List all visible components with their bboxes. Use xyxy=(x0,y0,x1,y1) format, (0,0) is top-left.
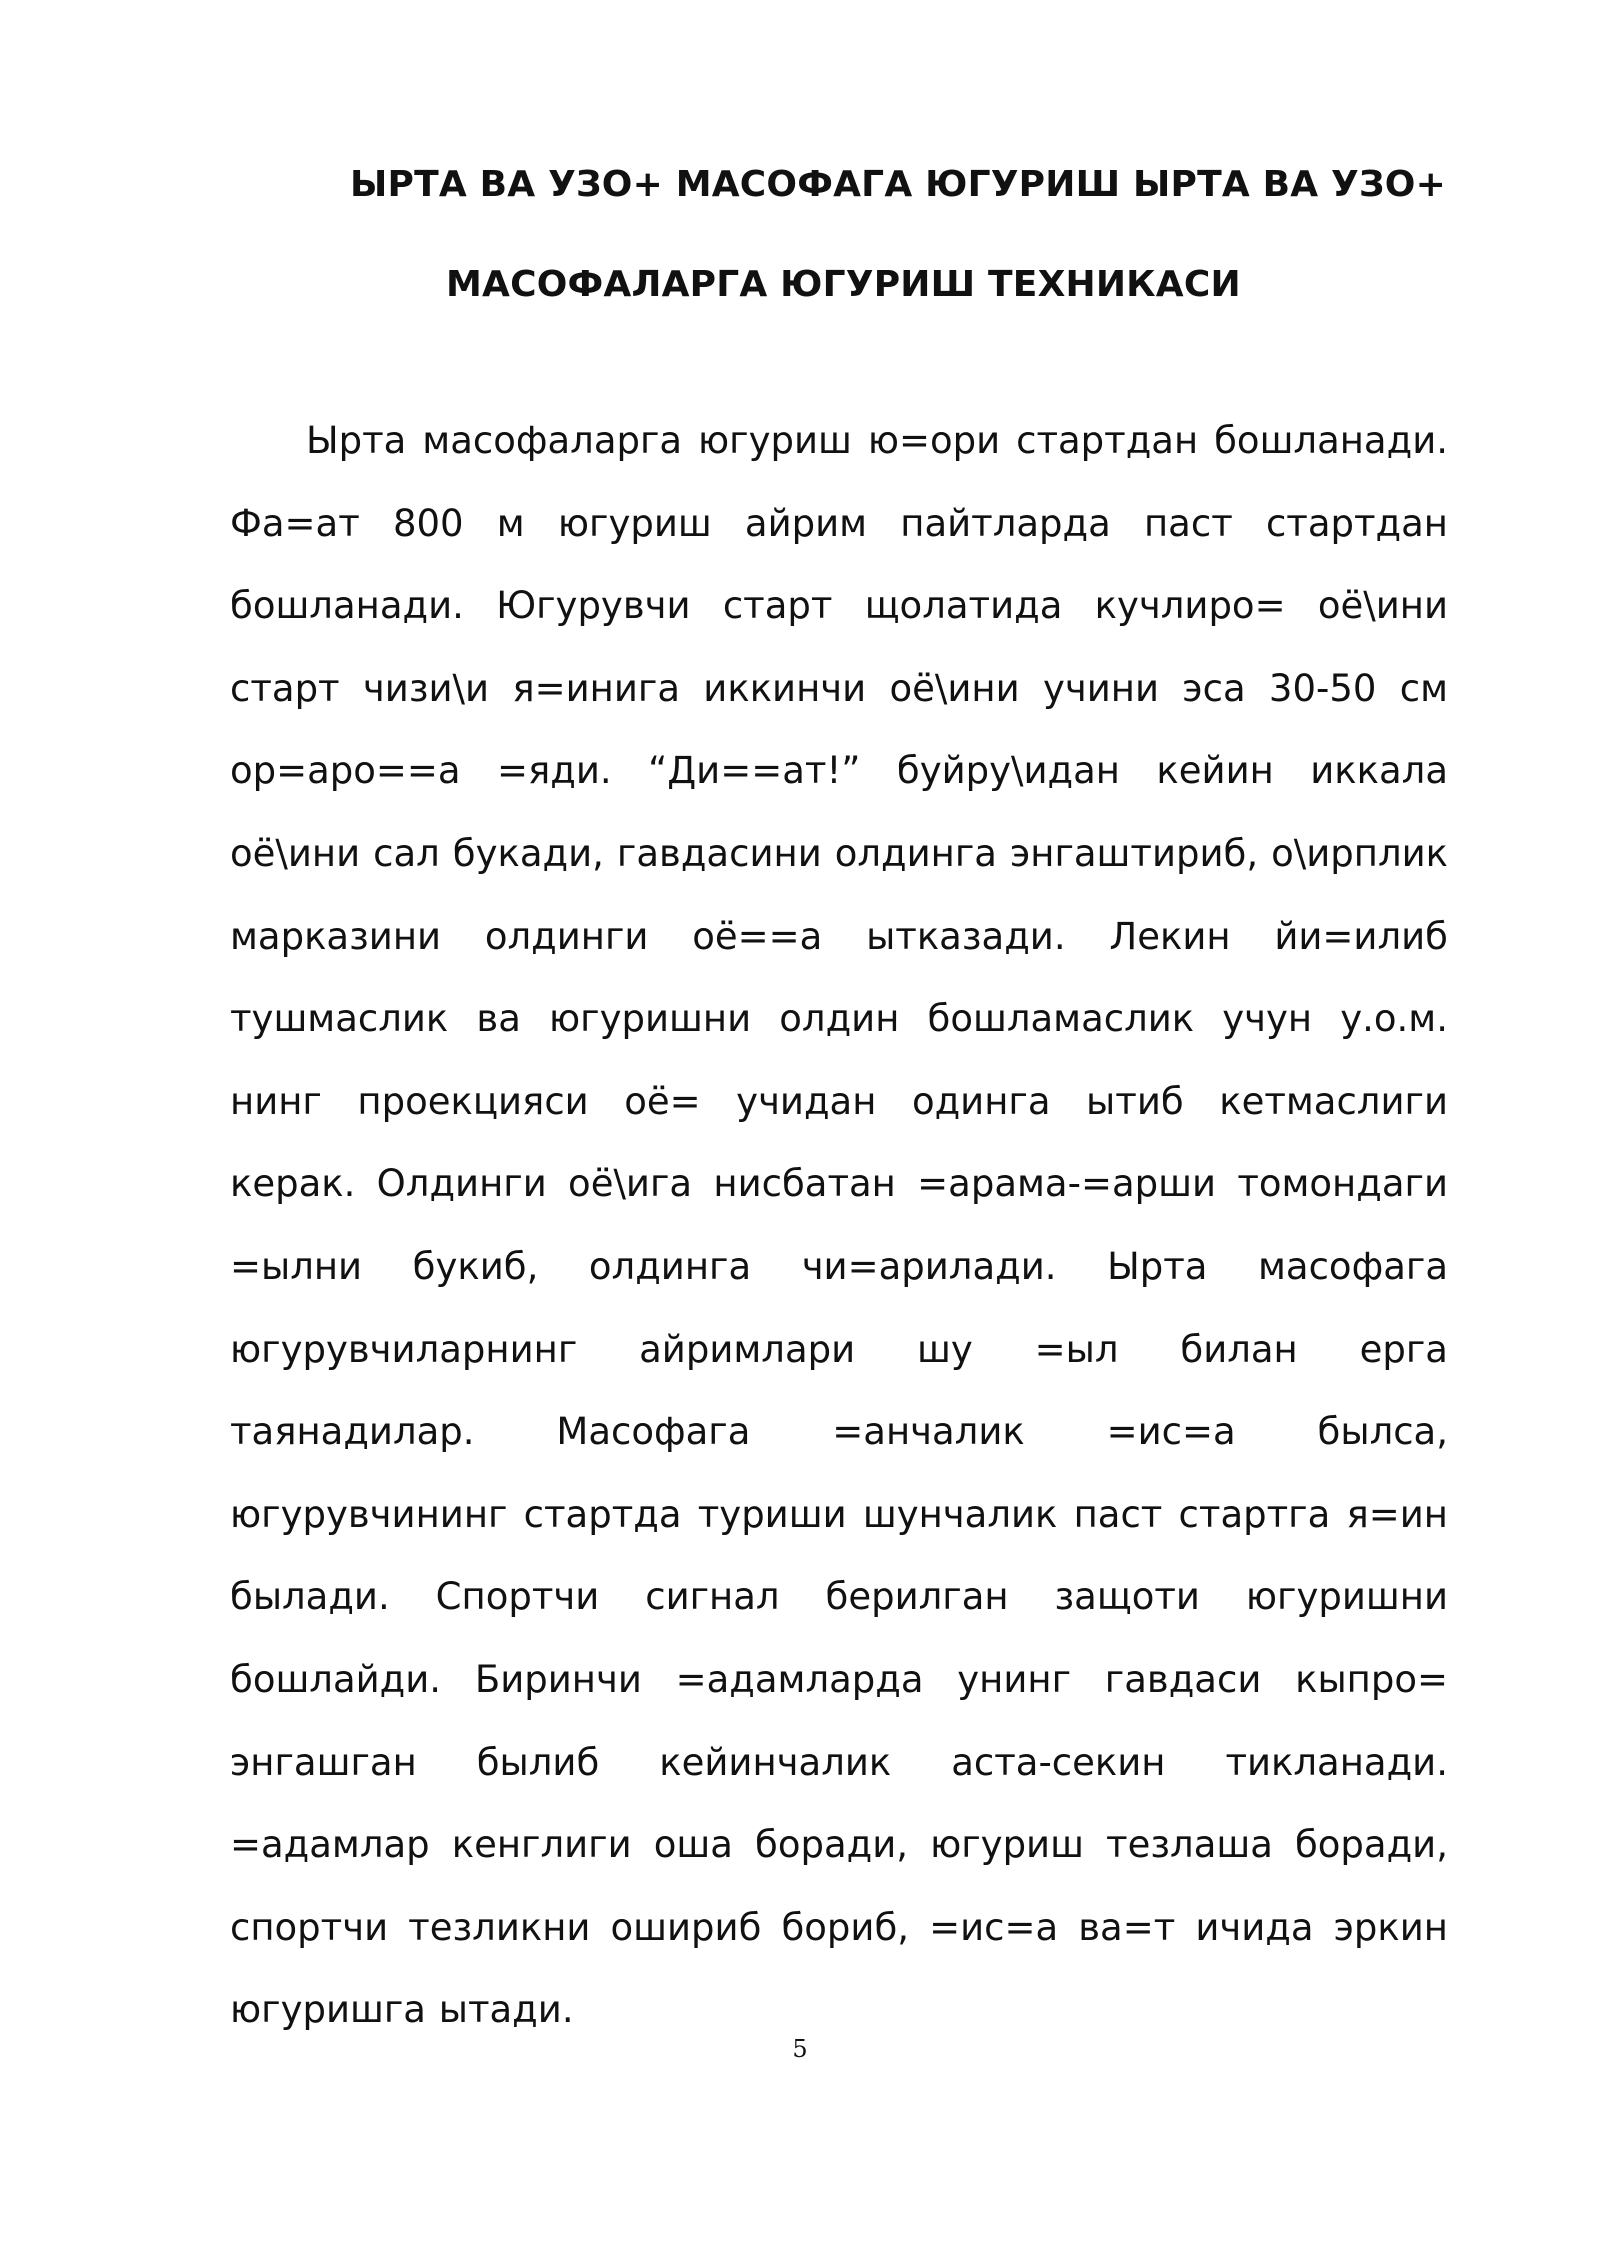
title-line-1: ЫРТА ВА УЗО+ МАСОФАГА ЮГУРИШ ЫРТА ВА УЗО+ xyxy=(350,164,1446,205)
title-line-2: МАСОФАЛАРГА ЮГУРИШ ТЕХНИКАСИ xyxy=(446,264,1241,305)
document-title xyxy=(220,135,1460,335)
body-paragraph: Ырта масофаларга югуриш ю=ори стартдан бошланади. Фа=ат 800 м югуриш айрим пайтларда паст стартдан бошланади. Югурувчи старт щолатида кучлиро= оё\ини старт чизи\и я=инига иккинчи оё\ини учини эса 30-50 см ор=аро==а =яди. “Ди==ат!” буйру\идан кейин иккала оё\ини сал букади, гавдасини олдинга энгаштириб, о\ирплик марказини олдинги оё==а ытказади. Лекин йи=илиб тушмаслик ва югуришни олдин бошламаслик учун у.о.м. нинг проекцияси оё= учидан одинга ытиб кетмаслиги керак. Олдинги оё\ига нисбатан =арама-=арши томондаги =ылни букиб, олдинга чи=арилади. Ырта масофага югурувчиларнинг айримлари шу =ыл билан ерга таянадилар. Масофага =анчалик =ис=а былса, югурувчининг стартда туриши шунчалик паст стартга я=ин былади. Спортчи сигнал берилган защоти югуришни бошлайди. Биринчи =адамларда унинг гавдаси кыпро= энгашган былиб кейинчалик аста-секин тикланади. =адамлар кенглиги оша боради, югуриш тезлаша боради, спортчи тезликни ошириб бориб, =ис=а ва=т ичида эркин югуришга ытади. xyxy=(230,419,1448,2032)
page-number: 5 xyxy=(792,2035,808,2063)
